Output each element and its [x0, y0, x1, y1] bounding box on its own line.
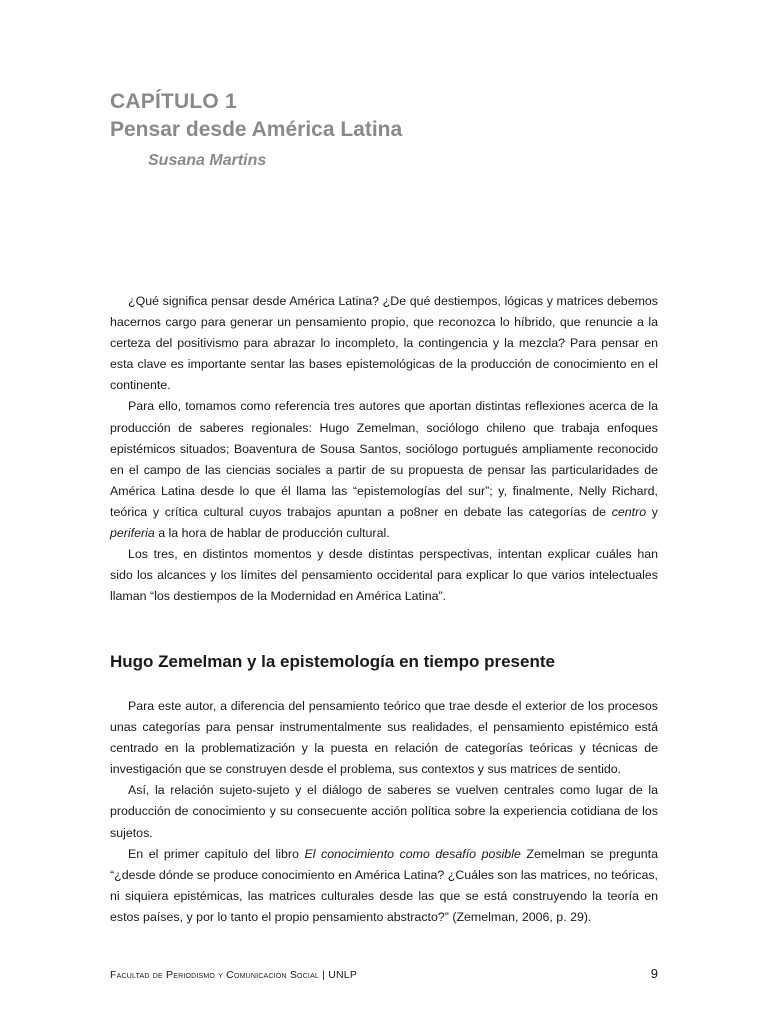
intro-paragraph-2-conjunction: y	[646, 504, 658, 519]
intro-paragraph-3: Los tres, en distintos momentos y desde distintas perspectivas, intentan explicar cuáles han sido los alcances y los límites del pensamiento occidental para explicar lo que varios intelectuales llaman “los destiempos de la Modernidad en América Latina”.	[110, 547, 658, 604]
chapter-title: Pensar desde América Latina	[110, 118, 403, 141]
term-centro: centro	[611, 504, 647, 519]
page-footer	[110, 968, 357, 982]
section-paragraph-3-end: Zemelman se pregunta “¿desde dónde se produce conocimiento en América Latina? ¿Cuáles son las matrices, no teóricas, ni siquiera epistémicas, las matrices culturales desde las que se está construyendo la teoría en estos países, y por lo tanto el propio pensamiento abstracto?” (Zemelman, 2006, p. 29).	[110, 846, 658, 924]
chapter-author: Susana Martins	[148, 152, 267, 169]
intro-text	[110, 291, 658, 607]
term-periferia: periferia	[110, 526, 155, 541]
intro-paragraph-1: ¿Qué significa pensar desde América Latina? ¿De qué destiempos, lógicas y matrices debemos hacernos cargo para generar un pensamiento propio, que reconozca lo híbrido, que renuncie a la certeza del positivismo para abrazar lo incompleto, la contingencia y la mezcla? Para pensar en esta clave es importante sentar las bases epistemológicas de la producción de conocimiento en el continente.	[110, 294, 658, 393]
intro-paragraph-2-end: a la hora de hablar de producción cultural.	[154, 526, 390, 541]
intro-paragraph-2	[110, 396, 658, 544]
section-paragraph-3	[110, 844, 658, 928]
footer-separator: |	[319, 969, 329, 981]
footer-university: UNLP	[328, 969, 358, 981]
section-paragraph-2: Así, la relación sujeto-sujeto y el diálogo de saberes se vuelven centrales como lugar de la producción de conocimiento y su consecuente acción política sobre la experiencia cotidiana de los sujetos.	[110, 783, 658, 840]
footer-institution: Facultad de Periodismo y Comunicación Social	[110, 969, 320, 981]
book-title: El conocimiento como desafío posible	[304, 846, 521, 861]
section-paragraph-3-text: En el primer capítulo del libro	[128, 846, 305, 861]
section-text	[110, 696, 658, 928]
page-number: 9	[650, 966, 658, 981]
section-paragraph-1: Para este autor, a diferencia del pensamiento teórico que trae desde el exterior de los procesos unas categorías para pensar instrumentalmente sus realidades, el pensamiento epistémico está centrado en la problematización y la puesta en relación de categorías teóricas y técnicas de investigación que se construyen desde el problema, sus contextos y sus matrices de sentido.	[110, 699, 658, 777]
intro-paragraph-2-text: Para ello, tomamos como referencia tres autores que aportan distintas reflexiones acerca de la producción de saberes regionales: Hugo Zemelman, sociólogo chileno que trabaja enfoques epistémicos situados; Boaventura de Sousa Santos, sociólogo portugués ampliamente reconocido en el campo de las ciencias sociales a partir de su propuesta de pensar las particularidades de América Latina desde lo que él llama las “epistemologías del sur”; y, finalmente, Nelly Richard, teórica y crítica cultural cuyos trabajos apuntan a po8ner en debate las categorías de	[110, 399, 658, 519]
section-heading: Hugo Zemelman y la epistemología en tiempo presente	[110, 652, 555, 671]
chapter-label: CAPÍTULO 1	[110, 90, 237, 113]
